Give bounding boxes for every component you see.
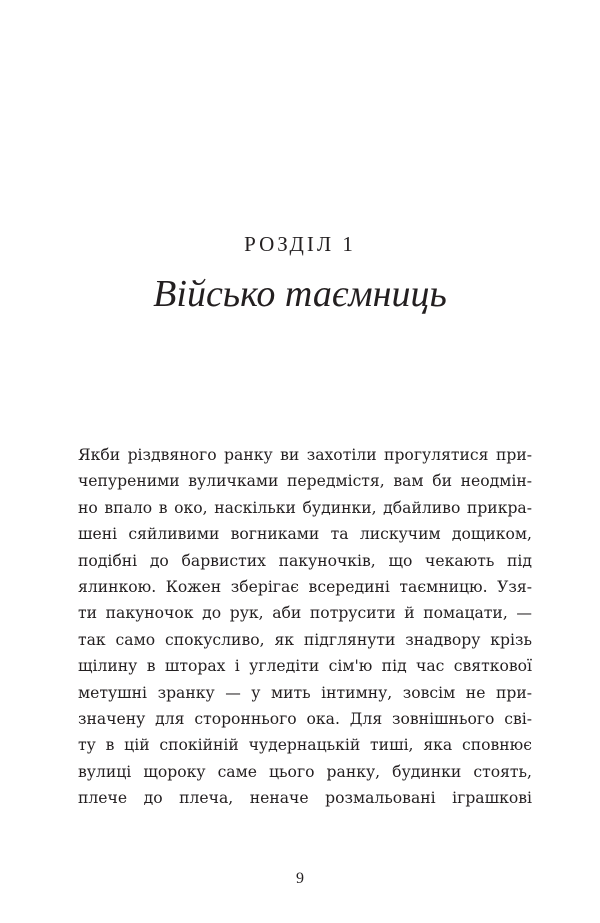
body-line: шені сяйливими вогниками та лискучим дощиком, [78, 525, 532, 544]
body-line: чепуреними вуличками передмістя, вам би неодмін- [78, 472, 532, 491]
body-line: значену для стороннього ока. Для зовнішнього сві- [78, 709, 532, 728]
chapter-label: РОЗДІЛ 1 [244, 232, 356, 256]
body-line: ту в цій спокійній чудернацькій тиші, яка сповнює [78, 736, 532, 755]
body-line: Якби різдвяного ранку ви захотіли прогулятися при- [78, 446, 532, 464]
body-line: ти пакуночок до рук, аби потрусити й помацати, — [78, 604, 532, 623]
body-line: так само спокусливо, як підглянути знадвору крізь [78, 630, 532, 649]
body-line: плече до плеча, неначе розмальовані іграшкові [78, 789, 532, 808]
body-text [78, 442, 532, 811]
body-line: метушні зранку — у мить інтимну, зовсім не при- [78, 683, 532, 702]
body-line: щілину в шторах і угледіти сім'ю під час святкової [78, 657, 532, 676]
body-line: подібні до барвистих пакуночків, що чекають під [78, 551, 532, 570]
page-number: 9 [296, 870, 304, 887]
chapter-title: Військо таємниць [153, 273, 447, 315]
body-line: но впало в око, наскільки будинки, дбайливо прикра- [78, 498, 532, 517]
body-line: ялинкою. Кожен зберігає всередині таємницю. Узя- [78, 577, 532, 596]
body-line: вулиці щороку саме цього ранку, будинки стоять, [78, 762, 532, 781]
